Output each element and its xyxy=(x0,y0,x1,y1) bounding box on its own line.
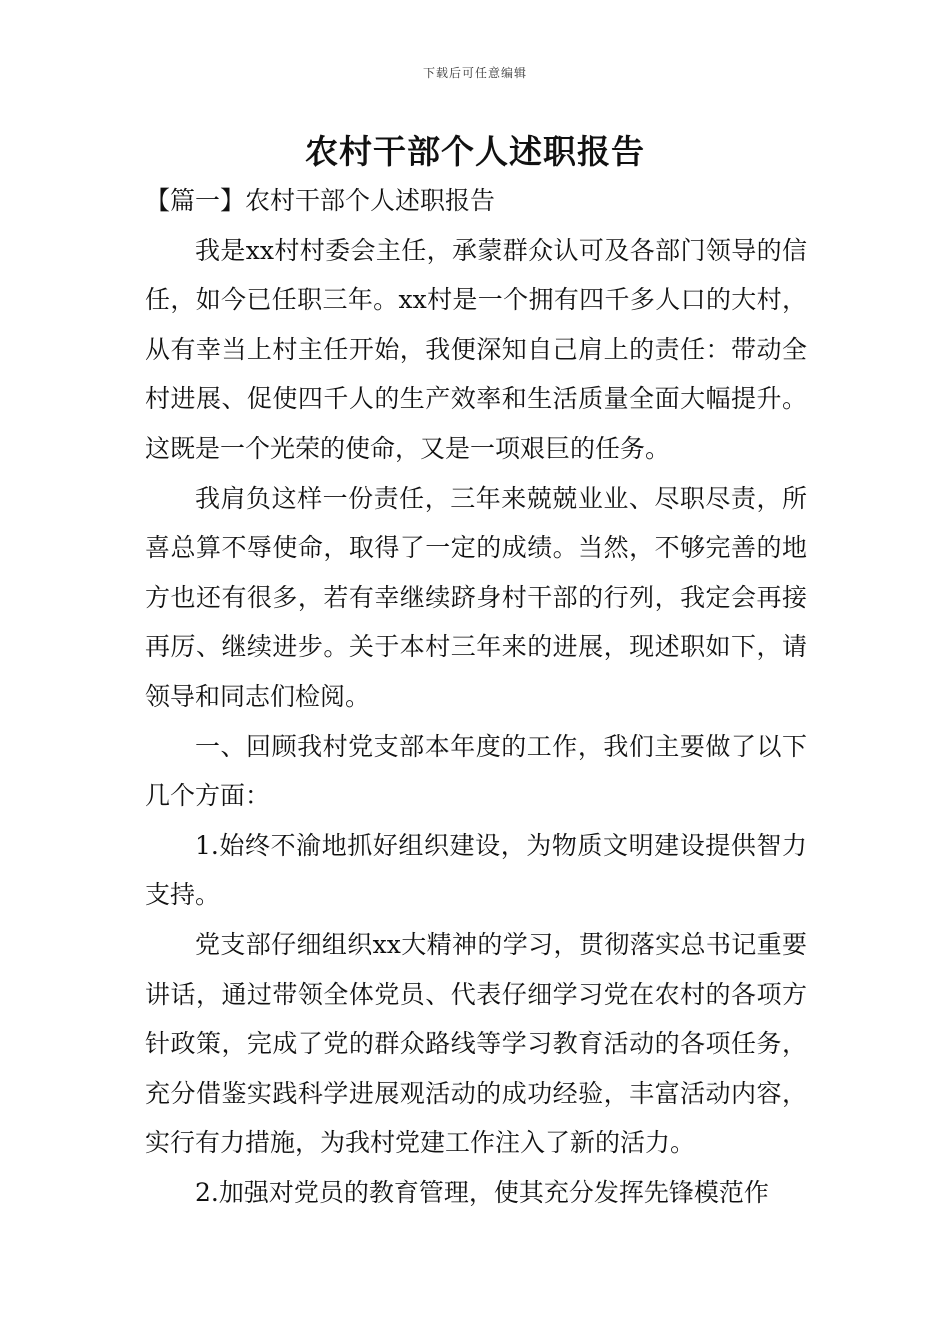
paragraph-intro: 我是xx村村委会主任，承蒙群众认可及各部门领导的信任，如今已任职三年。xx村是一个拥有四千多人口的大村，从有幸当上村主任开始，我便深知自己肩上的责任：带动全村进展、促使四千人的生产效率和生活质量全面大幅提升。这既是一个光荣的使命，又是一项艰巨的任务。 xyxy=(145,235,807,463)
header-note: 下载后可任意编辑 xyxy=(422,66,527,80)
paragraph-item-1: 1.始终不渝地抓好组织建设，为物质文明建设提供智力支持。 xyxy=(145,830,807,910)
paragraph-study: 党支部仔细组织xx大精神的学习，贯彻落实总书记重要讲话，通过带领全体党员、代表仔细学习党在农村的各项方针政策，完成了党的群众路线等学习教育活动的各项任务，充分借鉴实践科学进展观活动的成功经验，丰富活动内容，实行有力措施，为我村党建工作注入了新的活力。 xyxy=(145,929,807,1158)
section-heading: 【篇一】农村干部个人述职报告 xyxy=(145,186,496,215)
paragraph-responsibility: 我肩负这样一份责任，三年来兢兢业业、尽职尽责，所喜总算不辱使命，取得了一定的成绩。当然，不够完善的地方也还有很多，若有幸继续跻身村干部的行列，我定会再接再厉、继续进步。关于本村三年来的进展，现述职如下，请领导和同志们检阅。 xyxy=(145,483,807,711)
paragraph-item-2: 2.加强对党员的教育管理，使其充分发挥先锋模范作 xyxy=(195,1177,769,1207)
paragraph-review-heading: 一、回顾我村党支部本年度的工作，我们主要做了以下几个方面： xyxy=(145,731,807,811)
document-title: 农村干部个人述职报告 xyxy=(305,132,645,171)
document-body xyxy=(145,176,807,1217)
